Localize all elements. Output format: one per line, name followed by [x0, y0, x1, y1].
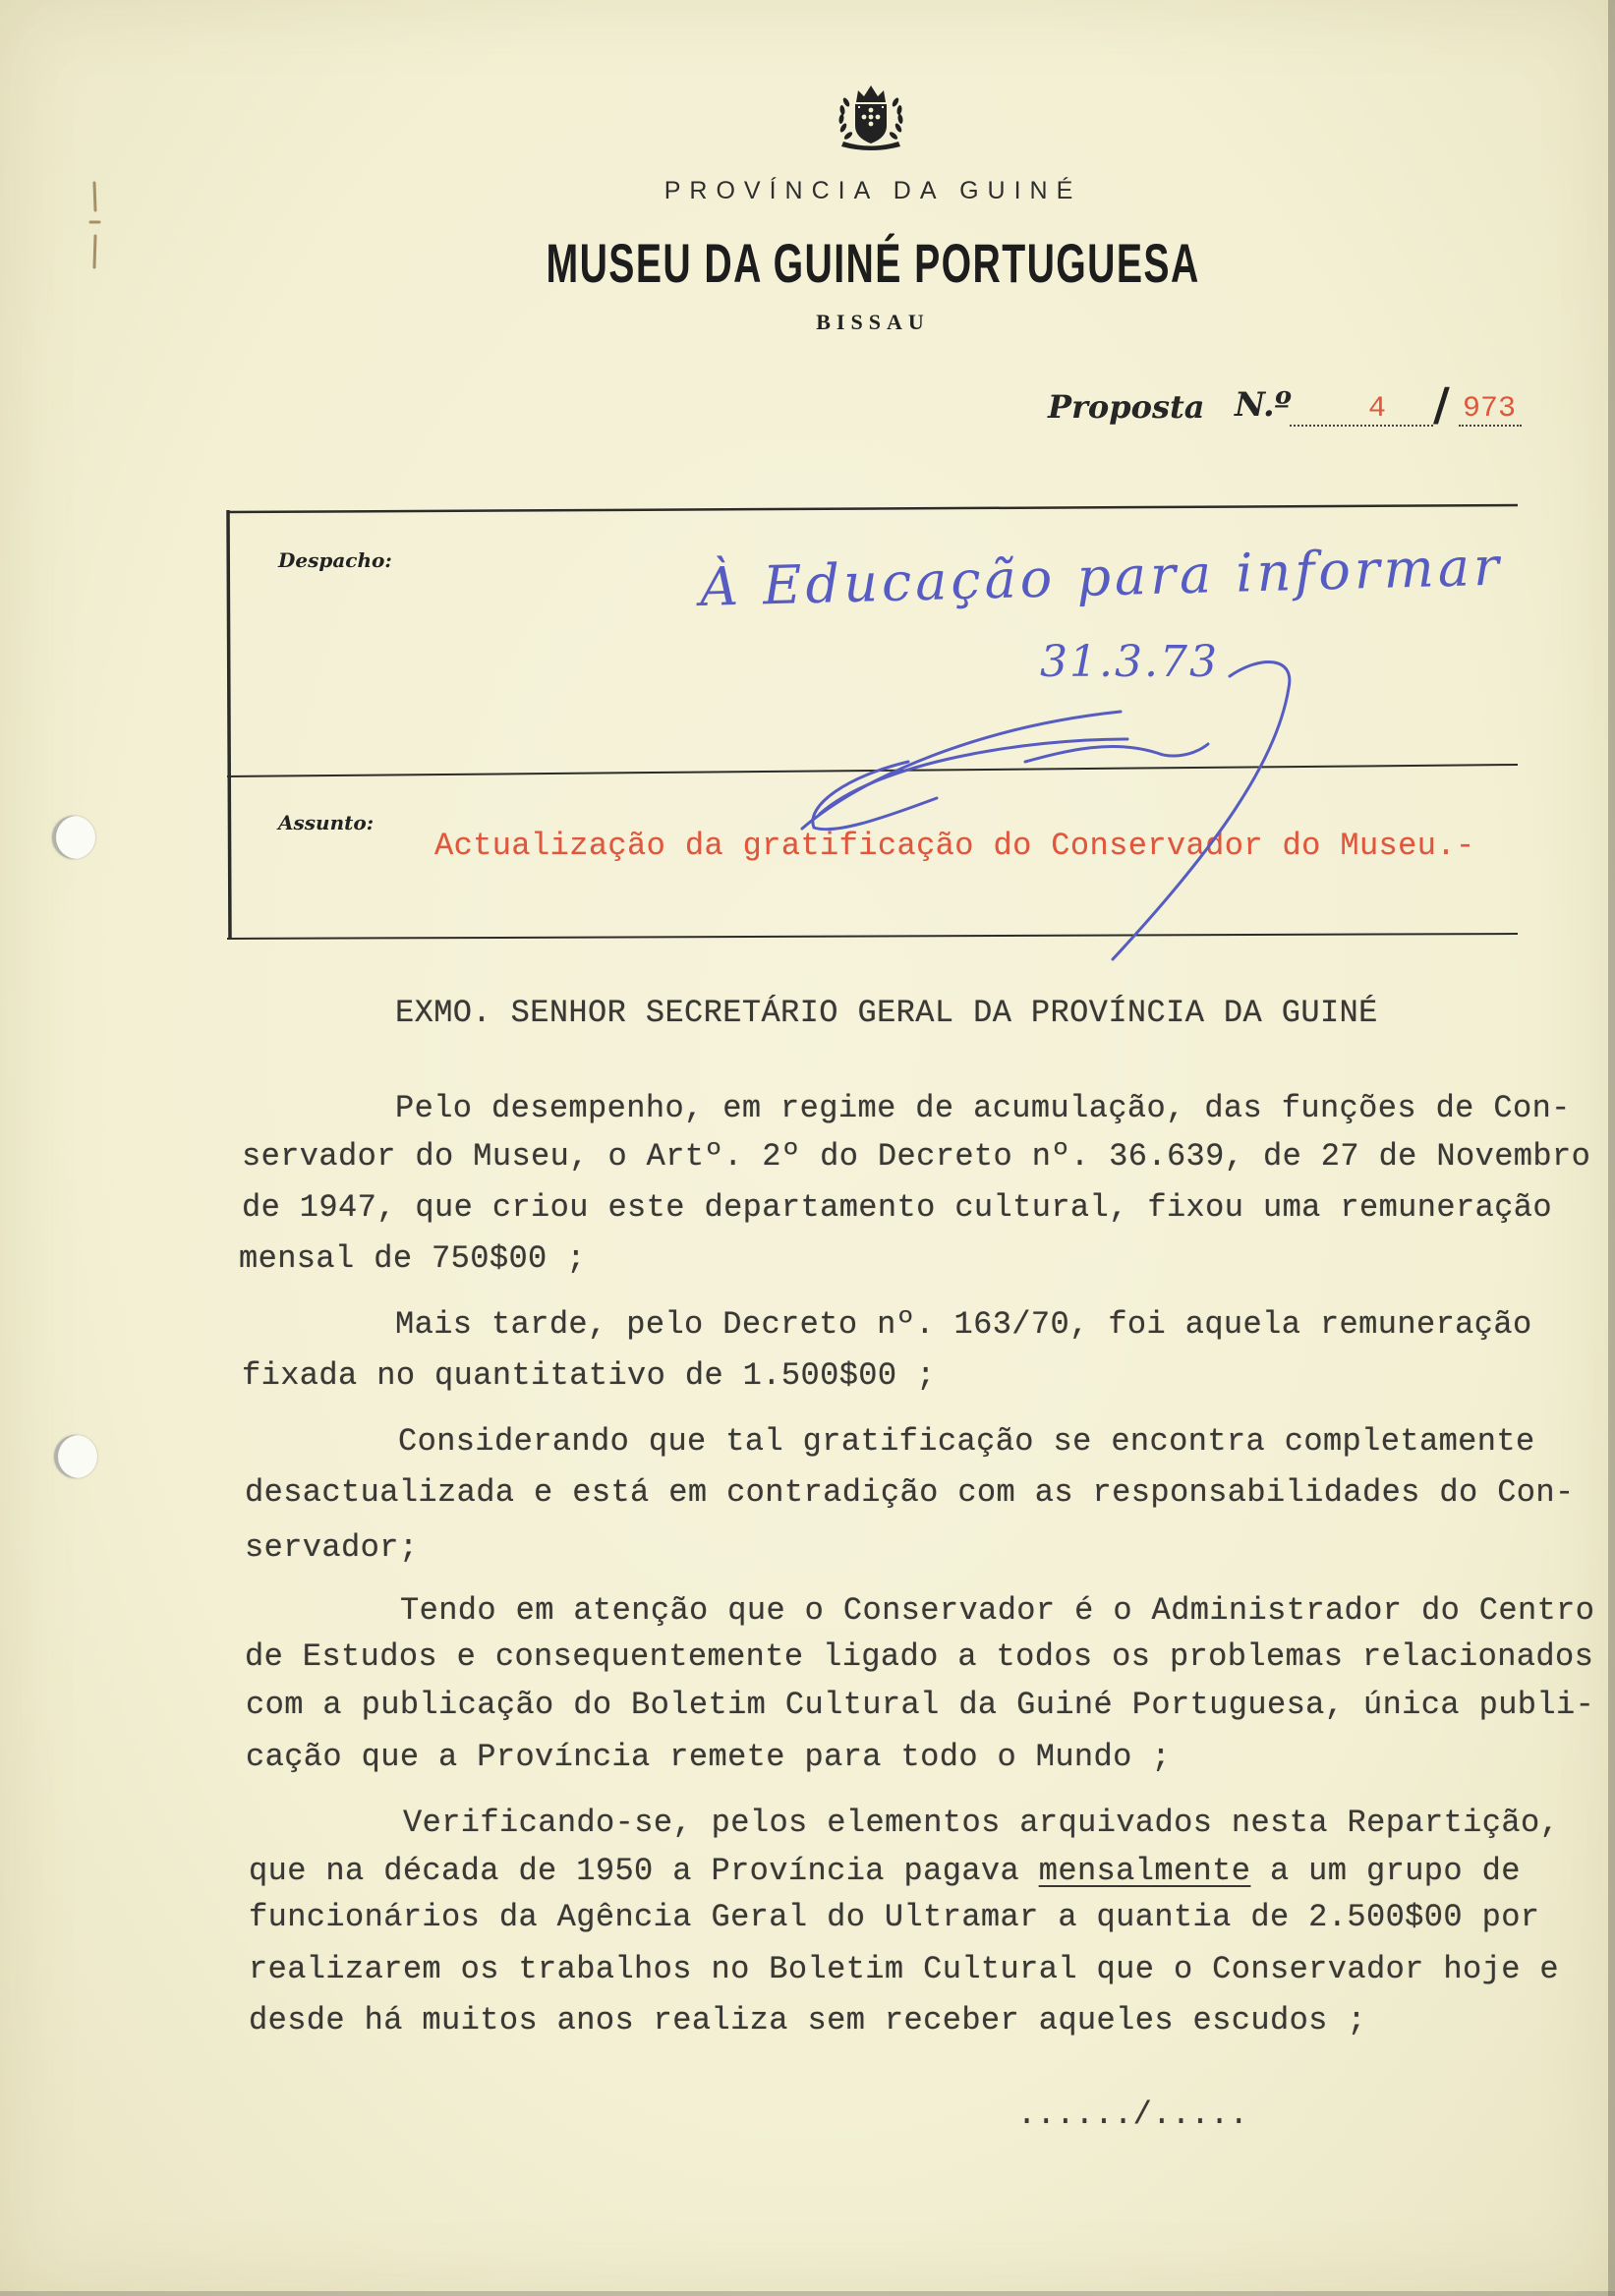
letter-line: Considerando que tal gratificação se encontra completamente [398, 1423, 1535, 1460]
handwritten-signature [802, 661, 1290, 959]
letter-line [249, 1852, 1521, 1891]
letter-line: Verificando-se, pelos elementos arquivados nesta Repartição, [403, 1805, 1560, 1841]
proposal-separator: / [1433, 377, 1450, 430]
rust-mark [94, 236, 95, 267]
assunto-text: Actualização da gratificação do Conservador do Museu.- [434, 828, 1475, 864]
signature-stroke [1113, 661, 1290, 959]
letter-line: servador do Museu, o Artº. 2º do Decreto nº. 36.639, de 27 de Novembro [242, 1138, 1591, 1175]
despacho-date: 31.3.73 [1040, 637, 1219, 687]
number-dotted-leader [1290, 425, 1433, 427]
signature-stroke [813, 762, 937, 830]
box-bottom-rule [227, 934, 1518, 939]
staple-rust-mark [90, 183, 99, 267]
line-text: que na década de 1950 a Província pagava [249, 1853, 1039, 1889]
signature-stroke [802, 712, 1121, 829]
proposal-label: Proposta [1048, 388, 1205, 426]
despacho-label: Despacho: [278, 548, 392, 572]
proposal-year: 973 [1463, 392, 1517, 426]
signature-stroke [1025, 744, 1208, 762]
assunto-label: Assunto: [278, 811, 375, 834]
rust-mark [94, 183, 95, 210]
punch-hole [52, 816, 95, 859]
letter-line: Pelo desempenho, em regime de acumulação, das funções de Con- [395, 1090, 1571, 1126]
city-heading: BISSAU [816, 310, 930, 334]
letter-line: fixada no quantitativo de 1.500$00 ; [242, 1357, 936, 1394]
letter-line: funcionários da Agência Geral do Ultramar a quantia de 2.500$00 por [249, 1899, 1540, 1935]
year-dotted-leader [1459, 425, 1522, 427]
proposal-number-label: N.º [1235, 385, 1292, 425]
province-heading: PROVÍNCIA DA GUINÉ [663, 177, 1082, 204]
letter-line: desactualizada e está em contradição com as responsabilidades do Con- [245, 1474, 1575, 1511]
letter-line: realizarem os trabalhos no Boletim Cultural que o Conservador hoje e [249, 1951, 1560, 1987]
continuation-mark: ....../..... [1017, 2096, 1249, 2133]
box-left-rule [228, 510, 230, 940]
salutation: EXMO. SENHOR SECRETÁRIO GERAL DA PROVÍNCIA DA GUINÉ [395, 995, 1378, 1031]
underlined-word: mensalmente [1038, 1853, 1251, 1889]
letter-line: desde há muitos anos realiza sem receber aqueles escudos ; [249, 2002, 1366, 2038]
despacho-handwritten-note: À Educação para informar [699, 535, 1504, 618]
letter-line: de Estudos e consequentemente ligado a todos os problemas relacionados [245, 1638, 1594, 1675]
institution-title: MUSEU DA GUINÉ PORTUGUESA [546, 232, 1200, 294]
letter-line: servador; [245, 1529, 419, 1566]
line-text: a um grupo de [1250, 1853, 1521, 1889]
letter-line: de 1947, que criou este departamento cultural, fixou uma remuneração [242, 1189, 1553, 1226]
letter-line: mensal de 750$00 ; [239, 1240, 586, 1277]
box-top-rule [227, 505, 1518, 512]
letter-line: cação que a Província remete para todo o Mundo ; [246, 1739, 1171, 1775]
proposal-number: 4 [1368, 392, 1387, 426]
box-middle-rule [227, 765, 1518, 776]
institution-title-row [381, 234, 1364, 308]
signature-stroke [820, 739, 1127, 814]
letter-line: com a publicação do Boletim Cultural da Guiné Portuguesa, única publi- [246, 1687, 1595, 1723]
letter-line: Mais tarde, pelo Decreto nº. 163/70, foi aquela remuneração [395, 1306, 1532, 1343]
letter-line: Tendo em atenção que o Conservador é o Administrador do Centro [400, 1592, 1595, 1629]
coat-of-arms-icon [827, 81, 915, 154]
punch-hole [54, 1435, 97, 1478]
